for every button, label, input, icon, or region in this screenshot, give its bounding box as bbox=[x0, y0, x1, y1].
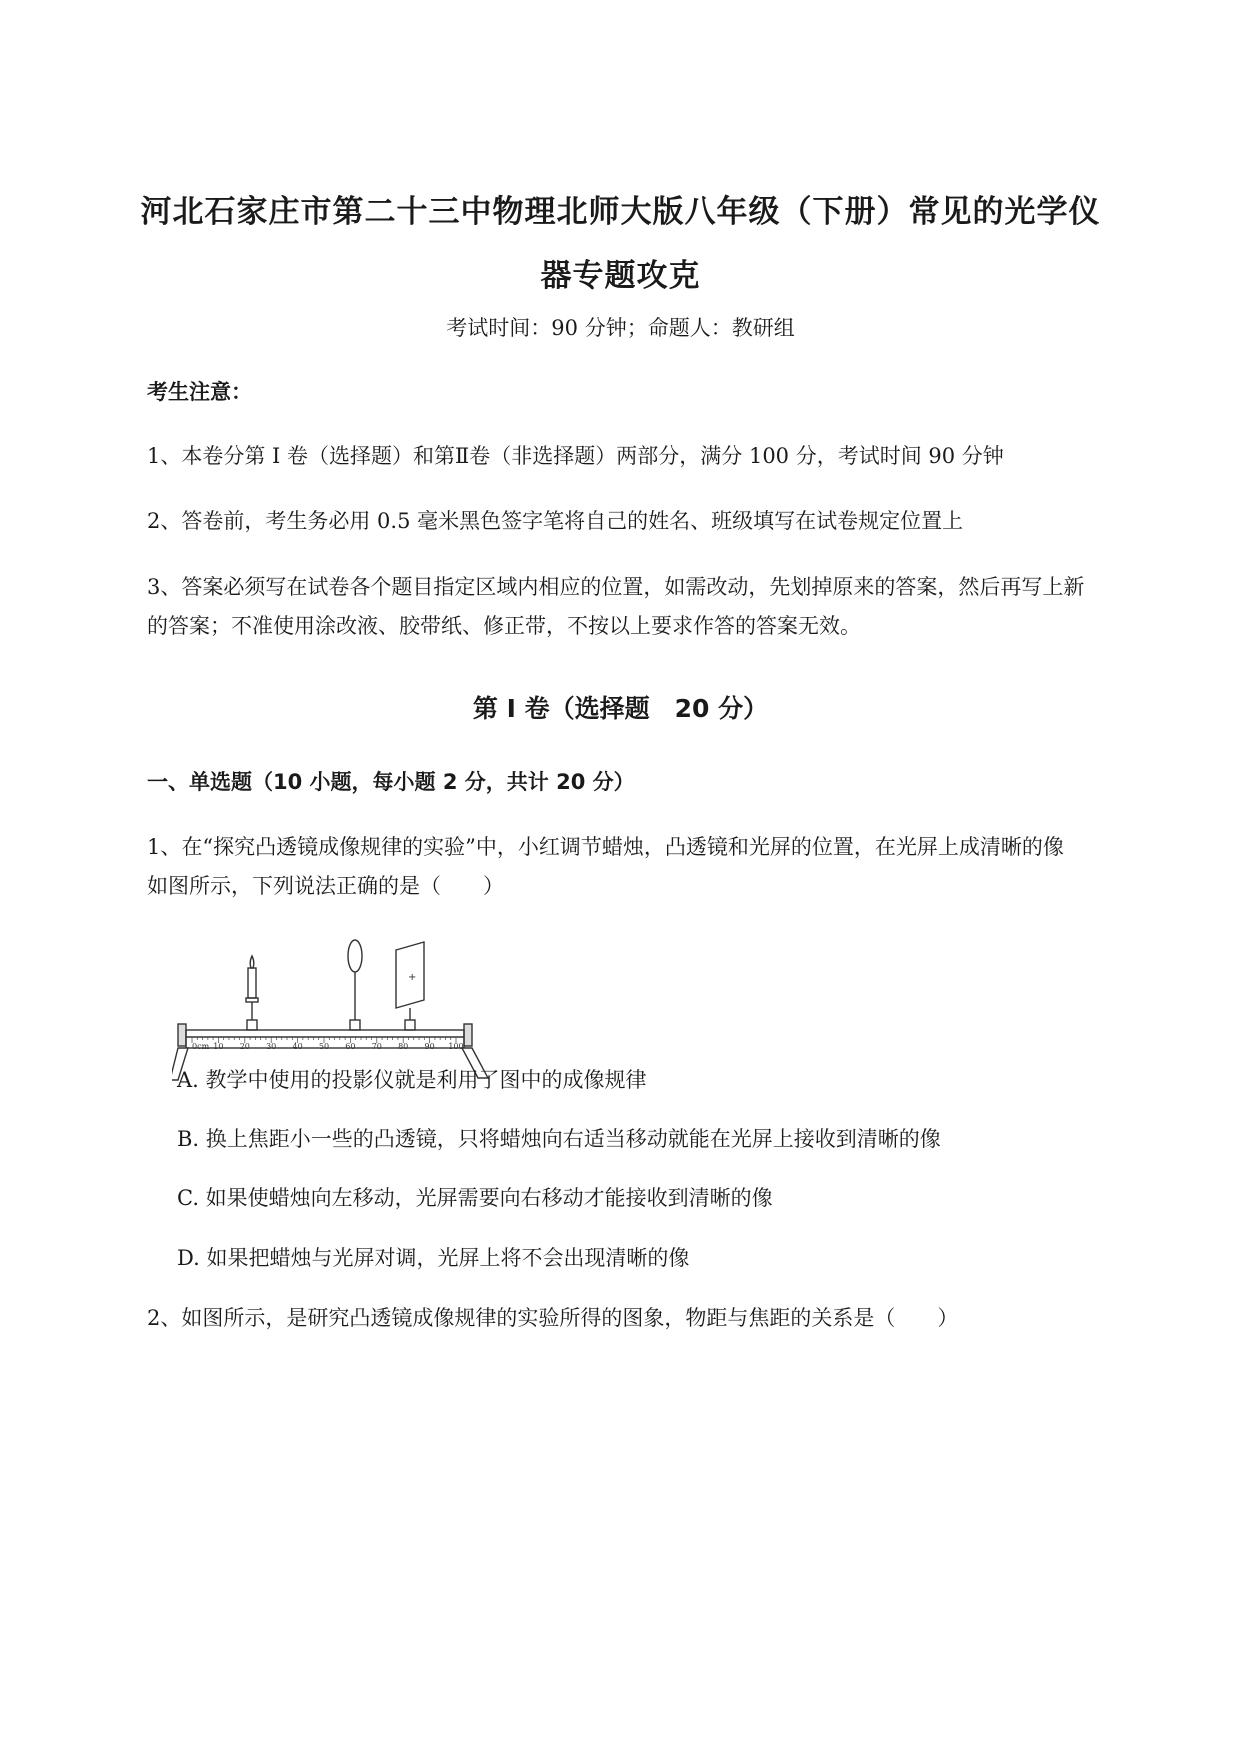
exam-title-line2: 器专题攻克 bbox=[540, 258, 701, 294]
question-1-option-a[interactable]: A. 教学中使用的投影仪就是利用了图中的成像规律 bbox=[177, 1068, 647, 1092]
question-1-option-d[interactable]: D. 如果把蜡烛与光屏对调，光屏上将不会出现清晰的像 bbox=[177, 1246, 690, 1270]
ruler-tick-labels bbox=[192, 1042, 464, 1051]
convex-lens-illustration bbox=[348, 940, 362, 1030]
ruler-tick-label: 20 bbox=[239, 1042, 250, 1051]
question-1-stem-line2: 如图所示，下列说法正确的是（ ） bbox=[147, 874, 504, 898]
question-1-option-b[interactable]: B. 换上焦距小一些的凸透镜，只将蜡烛向右适当移动就能在光屏上接收到清晰的像 bbox=[177, 1127, 941, 1151]
ruler-tick-label: 40 bbox=[292, 1042, 303, 1051]
exam-subtitle: 考试时间：90 分钟；命题人：教研组 bbox=[446, 316, 795, 340]
light-screen-illustration bbox=[396, 942, 424, 1030]
question-2-stem: 2、如图所示，是研究凸透镜成像规律的实验所得的图象，物距与焦距的关系是（ ） bbox=[147, 1306, 959, 1330]
ruler-tick-label: 10 bbox=[213, 1042, 224, 1051]
exam-title-line1: 河北石家庄市第二十三中物理北师大版八年级（下册）常见的光学仪 bbox=[140, 194, 1101, 230]
candle-illustration bbox=[246, 956, 258, 1030]
ruler-tick-label: 50 bbox=[318, 1042, 330, 1051]
question-1-option-c[interactable]: C. 如果使蜡烛向左移动，光屏需要向右移动才能接收到清晰的像 bbox=[177, 1186, 773, 1210]
ruler-tick-label: 0cm bbox=[192, 1042, 210, 1051]
ruler-tick-label: 100 bbox=[448, 1042, 464, 1051]
notice-item-2: 2、答卷前，考生务必用 0.5 毫米黑色签字笔将自己的姓名、班级填写在试卷规定位置上 bbox=[147, 509, 964, 533]
part-heading: 一、单选题（10 小题，每小题 2 分，共计 20 分） bbox=[147, 770, 635, 794]
notice-item-3-line1: 3、答案必须写在试卷各个题目指定区域内相应的位置，如需改动，先划掉原来的答案，然后再写上新 bbox=[147, 575, 1085, 599]
svg-text:+: + bbox=[408, 972, 417, 983]
notice-item-1: 1、本卷分第 I 卷（选择题）和第Ⅱ卷（非选择题）两部分，满分 100 分，考试时间 90 分钟 bbox=[147, 444, 1004, 468]
ruler-tick-label: 90 bbox=[424, 1042, 435, 1051]
question-1-stem-line1: 1、在“探究凸透镜成像规律的实验”中，小红调节蜡烛，凸透镜和光屏的位置，在光屏上成清晰的像 bbox=[147, 835, 1064, 859]
ruler-tick-label: 80 bbox=[398, 1042, 409, 1051]
section-title: 第 I 卷（选择题 20 分） bbox=[472, 694, 769, 723]
ruler-tick-label: 70 bbox=[371, 1042, 382, 1051]
notice-heading: 考生注意： bbox=[147, 380, 252, 404]
ruler-tick-label: 30 bbox=[266, 1042, 277, 1051]
notice-item-3-line2: 的答案；不准使用涂改液、胶带纸、修正带，不按以上要求作答的答案无效。 bbox=[147, 614, 861, 638]
ruler-tick-label: 60 bbox=[345, 1042, 356, 1051]
